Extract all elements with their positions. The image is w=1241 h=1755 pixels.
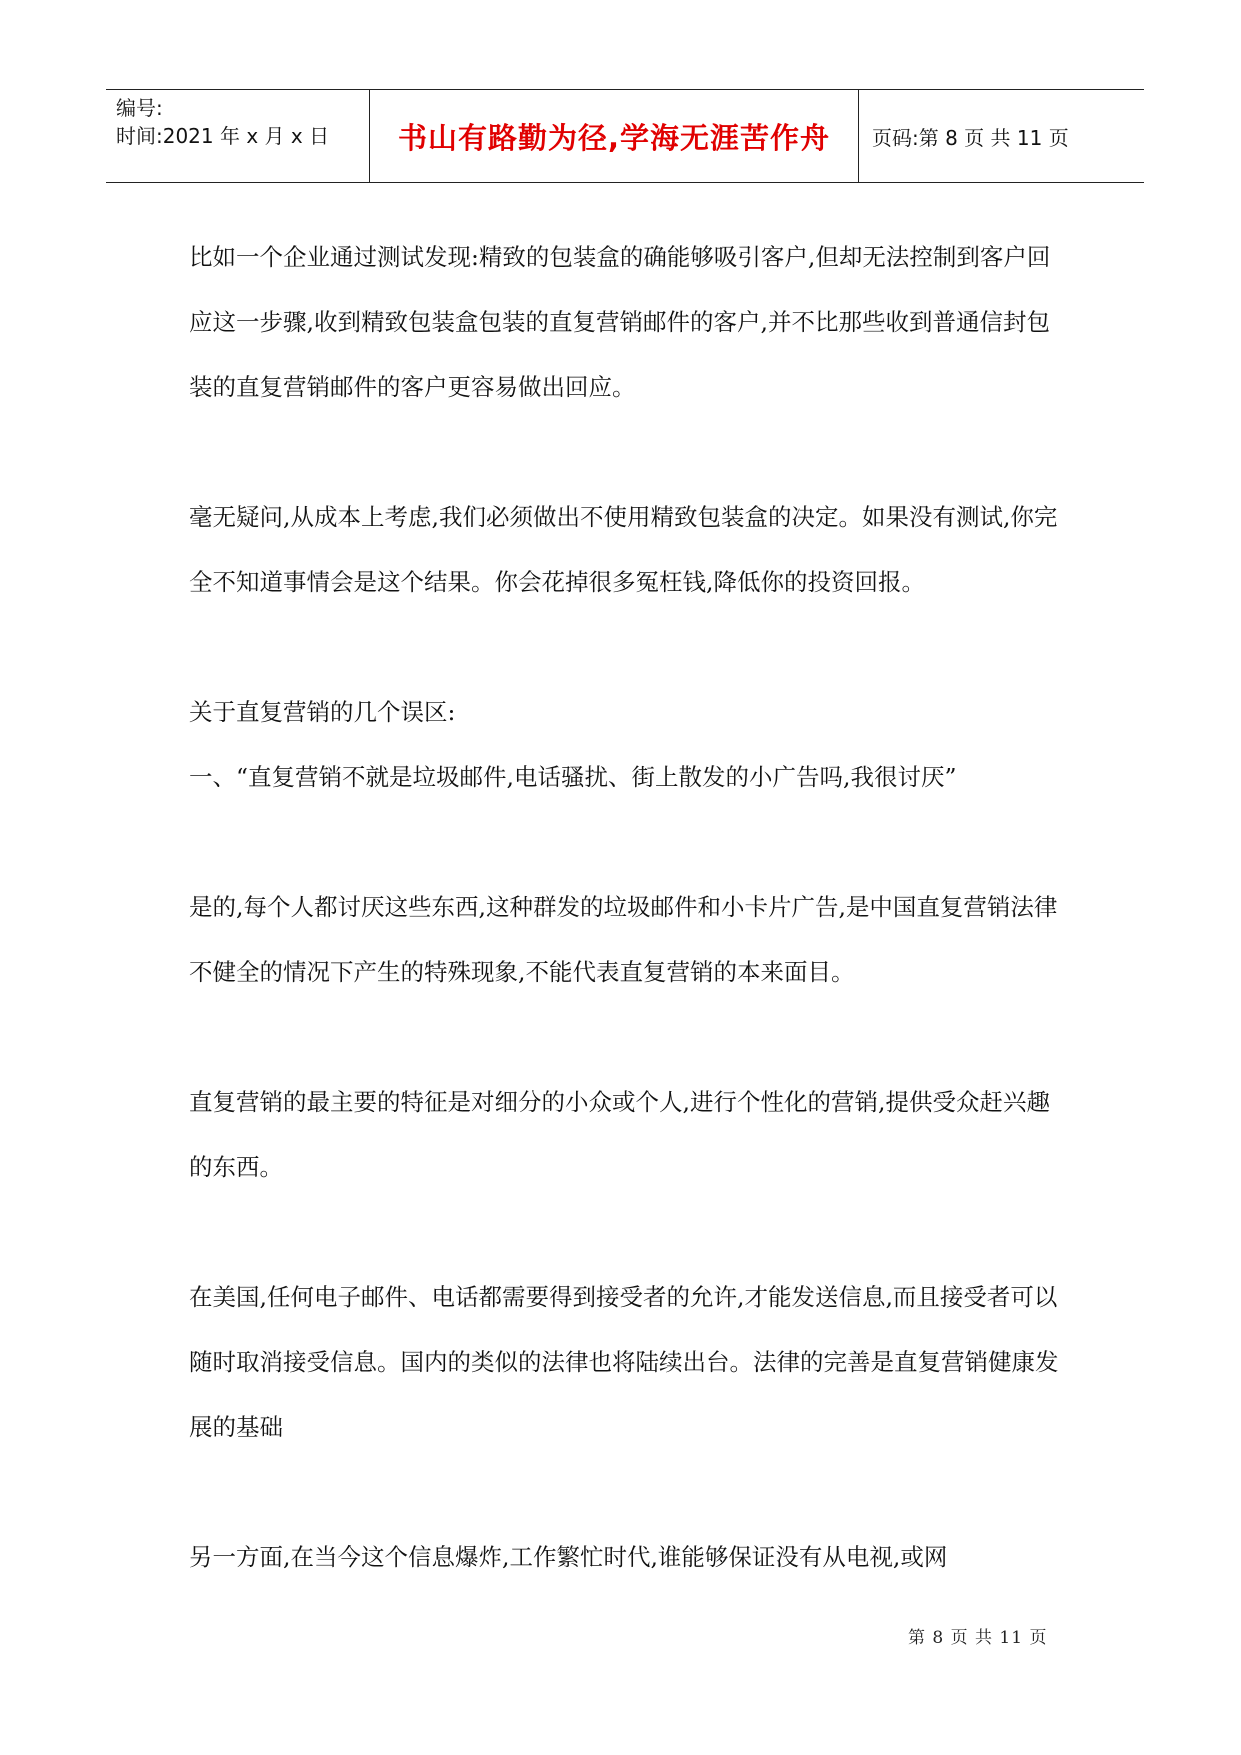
header-divider (858, 90, 859, 182)
header-motto: 书山有路勤为径,学海无涯苦作舟 (397, 121, 831, 155)
document-time-label: 时间:2021 年 x 月 x 日 (116, 124, 330, 148)
page-footer: 第 8 页 共 11 页 (908, 1628, 1048, 1648)
paragraph: 另一方面,在当今这个信息爆炸,工作繁忙时代,谁能够保证没有从电视,或网 (189, 1543, 948, 1571)
paragraph: 毫无疑问,从成本上考虑,我们必须做出不使用精致包装盒的决定。如果没有测试,你完全不知道事情会是这个结果。你会花掉很多冤枉钱,降低你的投资回报。 (189, 503, 1058, 596)
page-header (106, 89, 1144, 183)
paragraph: 是的,每个人都讨厌这些东西,这种群发的垃圾邮件和小卡片广告,是中国直复营销法律不健全的情况下产生的特殊现象,不能代表直复营销的本来面目。 (189, 893, 1058, 986)
paragraph: 直复营销的最主要的特征是对细分的小众或个人,进行个性化的营销,提供受众赶兴趣的东西。 (189, 1088, 1050, 1181)
header-page-number: 页码:第 8 页 共 11 页 (872, 126, 1069, 150)
paragraph: 比如一个企业通过测试发现:精致的包装盒的确能够吸引客户,但却无法控制到客户回应这一步骤,收到精致包装盒包装的直复营销邮件的客户,并不比那些收到普通信封包装的直复营销邮件的客户更容易做出回应。 (189, 243, 1051, 401)
document-body (189, 225, 1069, 1590)
header-meta (116, 94, 329, 150)
section-heading: 关于直复营销的几个误区: (189, 698, 456, 726)
list-item-heading: 一、“直复营销不就是垃圾邮件,电话骚扰、街上散发的小广告吗,我很讨厌” (189, 763, 957, 791)
paragraph: 在美国,任何电子邮件、电话都需要得到接受者的允许,才能发送信息,而且接受者可以随时取消接受信息。国内的类似的法律也将陆续出台。法律的完善是直复营销健康发展的基础 (189, 1283, 1059, 1441)
document-number-label: 编号: (116, 96, 163, 120)
